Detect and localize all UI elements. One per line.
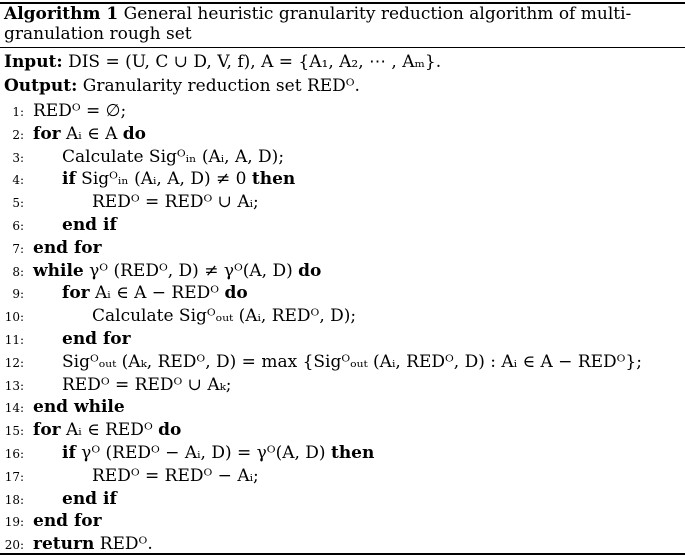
line-code [92,465,259,488]
line-number: 14: [4,401,24,416]
algorithm-line [0,100,685,123]
algorithm-title-line2: granulation rough set [4,24,192,44]
line-number: 1: [12,105,24,119]
expression: Aᵢ ∈ REDᴼ [60,420,159,441]
algorithm-line [0,146,685,169]
line-code [62,351,642,374]
line-code [33,237,102,260]
algorithm-title-line1: General heuristic granularity reduction algorithm of multi- [118,4,632,24]
algorithm-line [0,123,685,146]
bottom-rule [0,553,685,555]
line-number: 17: [4,469,24,484]
keyword: if [62,169,76,190]
algorithm-line [0,168,685,191]
algorithm-line [0,214,685,237]
keyword: do [298,260,322,281]
line-number: 20: [4,538,24,553]
line-number: 15: [4,424,24,439]
keyword: for [33,420,61,441]
expression: REDᴼ = REDᴼ ∪ Aᵢ; [92,192,259,213]
algorithm-steps [0,100,685,556]
output-line [4,76,681,96]
line-code [62,374,232,397]
expression: Sigᴼₒᵤₜ (Aₖ, REDᴼ, D) = max {Sigᴼₒᵤₜ (Aᵢ, REDᴼ, D) : Aᵢ ∈ A − REDᴼ}; [62,351,642,372]
keyword: end if [62,488,117,509]
keyword: return [33,534,95,555]
line-code [33,260,321,283]
keyword: do [122,123,147,144]
keyword: end if [62,214,117,235]
line-code [33,100,126,123]
keyword: do [224,283,248,304]
algorithm-label: Algorithm 1 [4,4,119,24]
line-code [62,328,131,351]
line-number: 5: [12,196,24,211]
line-number: 16: [4,446,24,461]
line-code [33,419,181,442]
algorithm-line [0,237,685,260]
line-number: 12: [4,355,24,370]
input-text: DIS = (U, C ∪ D, V, f), A = {A₁, A₂, ⋯ , Aₘ}. [62,52,442,72]
expression: Calculate Sigᴼₒᵤₜ (Aᵢ, REDᴼ, D); [92,306,357,327]
algorithm-caption [4,4,681,44]
algorithm-line [0,191,685,214]
line-code [33,123,146,146]
line-number: 10: [4,310,24,325]
line-code [62,488,117,511]
input-line [4,52,681,72]
expression: REDᴼ = ∅; [33,101,127,121]
expression: Aᵢ ∈ A [60,123,123,144]
algorithm-line [0,260,685,283]
output-text: Granularity reduction set REDᴼ. [77,76,360,96]
keyword: for [33,123,61,144]
algorithm-line [0,419,685,442]
line-code [62,442,374,465]
algorithm-line [0,510,685,533]
algorithm-line [0,396,685,419]
line-code [62,282,248,305]
expression: γᴼ (REDᴼ − Aᵢ, D) = γᴼ(A, D) [75,442,331,463]
output-label: Output: [4,76,78,96]
expression: REDᴼ = REDᴼ − Aᵢ; [92,465,259,486]
algorithm-line [0,374,685,397]
line-code [33,396,125,419]
keyword: do [158,420,182,441]
line-number: 7: [12,241,24,256]
line-number: 11: [4,332,24,347]
keyword: while [33,260,84,281]
line-code [33,510,102,533]
line-number: 13: [4,378,24,393]
line-number: 4: [12,173,24,188]
input-label: Input: [4,52,63,72]
line-number: 6: [12,218,24,233]
line-number: 19: [4,515,24,530]
line-code [62,146,284,169]
expression: Sigᴼᵢₙ (Aᵢ, A, D) ≠ 0 [75,169,252,190]
expression: γᴼ (REDᴼ, D) ≠ γᴼ(A, D) [83,260,299,281]
expression: Aᵢ ∈ A − REDᴼ [89,283,225,304]
line-number: 8: [12,264,24,279]
algorithm-line [0,305,685,328]
algorithm-line [0,465,685,488]
line-number: 18: [4,492,24,507]
keyword: end while [33,397,125,418]
expression: REDᴼ = REDᴼ ∪ Aₖ; [62,374,232,395]
keyword: for [62,283,90,304]
line-number: 3: [12,150,24,165]
algorithm-line [0,442,685,465]
keyword: if [62,442,76,463]
algorithm-line [0,328,685,351]
keyword: end for [33,511,102,532]
line-code [62,168,295,191]
algorithm-line [0,488,685,511]
keyword: end for [62,328,131,349]
line-code [62,214,117,237]
expression: Calculate Sigᴼᵢₙ (Aᵢ, A, D); [62,146,285,167]
line-number: 9: [12,287,24,302]
expression: REDᴼ. [94,534,153,555]
keyword: end for [33,237,102,258]
line-code [92,305,356,328]
line-number: 2: [12,127,24,142]
algorithm-line [0,351,685,374]
algorithm-line [0,282,685,305]
caption-rule [0,47,685,48]
line-code [92,191,259,214]
keyword: then [251,169,296,190]
keyword: then [330,442,375,463]
